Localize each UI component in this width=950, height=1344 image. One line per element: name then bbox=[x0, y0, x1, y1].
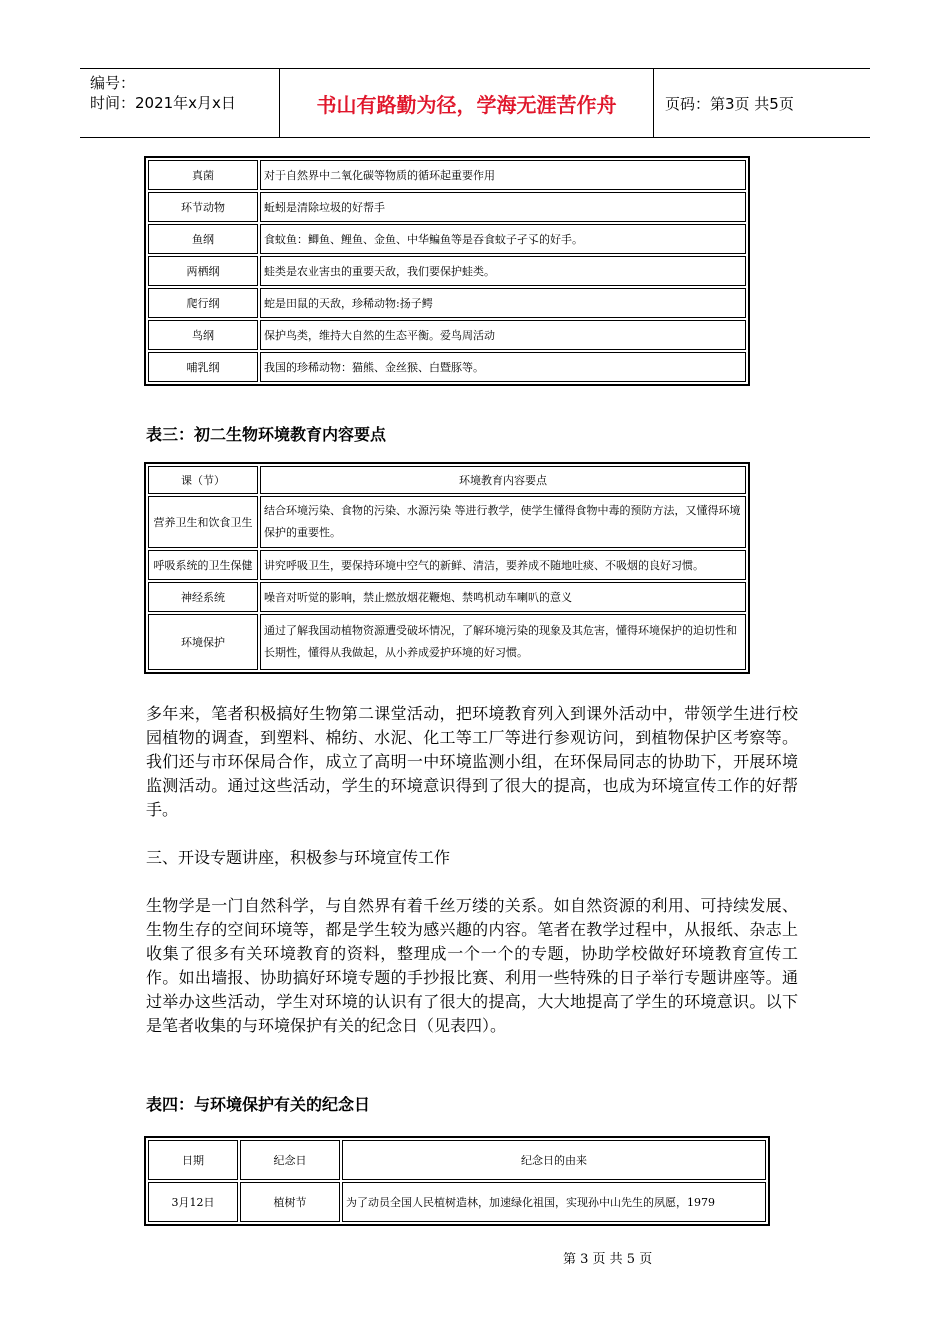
grade8-content-table bbox=[144, 462, 750, 674]
lesson-name-cell: 呼吸系统的卫生保健 bbox=[148, 550, 258, 580]
lesson-name-cell: 神经系统 bbox=[148, 582, 258, 612]
section-3-heading: 三、开设专题讲座，积极参与环境宣传工作 bbox=[146, 848, 451, 867]
table-row bbox=[148, 256, 746, 286]
table-row bbox=[148, 224, 746, 254]
lesson-name-cell: 环境保护 bbox=[148, 614, 258, 670]
number-label: 编号： bbox=[90, 74, 136, 92]
column-header: 日期 bbox=[148, 1140, 238, 1180]
group-desc-cell: 我国的珍稀动物：猫熊、金丝猴、白暨豚等。 bbox=[260, 352, 746, 382]
table-row bbox=[148, 614, 746, 670]
table4-title: 表四：与环境保护有关的纪念日 bbox=[146, 1095, 371, 1114]
header-info-cell bbox=[80, 69, 280, 137]
day-name-cell: 植树节 bbox=[240, 1182, 340, 1222]
column-header: 纪念日的由来 bbox=[342, 1140, 766, 1180]
body-paragraph-2: 生物学是一门自然科学，与自然界有着千丝万缕的关系。如自然资源的利用、可持续发展、生物生存的空间环境等，都是学生较为感兴趣的内容。笔者在教学过程中，从报纸、杂志上收集了很多有关环境教育的资料，整理成一个一个的专题，协助学校做好环境教育宣传工作。如出墙报、协助搞好环境专题的手抄报比赛、利用一些特殊的日子举行专题讲座等。通过举办这些活动，学生对环境的认识有了很大的提高，大大地提高了学生的环境意识。以下是笔者收集的与环境保护有关的纪念日（见表四）。 bbox=[146, 896, 798, 1035]
group-desc-cell: 保护鸟类，维持大自然的生态平衡。爱鸟周活动 bbox=[260, 320, 746, 350]
animal-groups-table bbox=[144, 156, 750, 386]
group-desc-cell: 蛇是田鼠的天敌，珍稀动物:扬子鳄 bbox=[260, 288, 746, 318]
table-row bbox=[148, 192, 746, 222]
table-row bbox=[148, 320, 746, 350]
table-row bbox=[148, 550, 746, 580]
group-desc-cell: 蛙类是农业害虫的重要天敌，我们要保护蛙类。 bbox=[260, 256, 746, 286]
group-name-cell: 鸟纲 bbox=[148, 320, 258, 350]
group-desc-cell: 蚯蚓是清除垃圾的好帮手 bbox=[260, 192, 746, 222]
group-desc-cell: 食蚊鱼：鲫鱼、鲤鱼、金鱼、中华鳊鱼等是吞食蚊子孑孓的好手。 bbox=[260, 224, 746, 254]
table3-title: 表三：初二生物环境教育内容要点 bbox=[146, 425, 387, 444]
table-row bbox=[148, 352, 746, 382]
time-label: 时间：2021年x月x日 bbox=[90, 94, 236, 112]
group-name-cell: 两栖纲 bbox=[148, 256, 258, 286]
page-footer: 第 3 页 共 5 页 bbox=[563, 1252, 653, 1267]
column-header: 课（节） bbox=[148, 466, 258, 494]
table-row bbox=[148, 582, 746, 612]
header-motto: 书山有路勤为径，学海无涯苦作舟 bbox=[280, 69, 654, 137]
origin-cell: 为了动员全国人民植树造林，加速绿化祖国，实现孙中山先生的夙愿，1979 bbox=[342, 1182, 766, 1222]
table-row bbox=[148, 1182, 766, 1222]
header-page-label: 页码：第3页 共5页 bbox=[665, 94, 794, 113]
group-name-cell: 爬行纲 bbox=[148, 288, 258, 318]
group-desc-cell: 对于自然界中二氧化碳等物质的循环起重要作用 bbox=[260, 160, 746, 190]
lesson-desc-cell: 噪音对听觉的影响，禁止燃放烟花鞭炮、禁鸣机动车喇叭的意义 bbox=[260, 582, 746, 612]
column-header: 环境教育内容要点 bbox=[260, 466, 746, 494]
group-name-cell: 鱼纲 bbox=[148, 224, 258, 254]
lesson-desc-cell: 结合环境污染、食物的污染、水源污染 等进行教学，使学生懂得食物中毒的预防方法，又懂得环境保护的重要性。 bbox=[260, 496, 746, 548]
group-name-cell: 真菌 bbox=[148, 160, 258, 190]
date-cell: 3月12日 bbox=[148, 1182, 238, 1222]
lesson-desc-cell: 讲究呼吸卫生，要保持环境中空气的新鲜、清洁，要养成不随地吐痰、不吸烟的良好习惯。 bbox=[260, 550, 746, 580]
group-name-cell: 环节动物 bbox=[148, 192, 258, 222]
page-header bbox=[80, 68, 870, 138]
table-row bbox=[148, 160, 746, 190]
column-header: 纪念日 bbox=[240, 1140, 340, 1180]
table-row bbox=[148, 288, 746, 318]
table-header-row bbox=[148, 466, 746, 494]
group-name-cell: 哺乳纲 bbox=[148, 352, 258, 382]
lesson-desc-cell: 通过了解我国动植物资源遭受破坏情况，了解环境污染的现象及其危害，懂得环境保护的迫切性和长期性，懂得从我做起，从小养成爱护环境的好习惯。 bbox=[260, 614, 746, 670]
commemoration-days-table bbox=[144, 1136, 770, 1226]
table-row bbox=[148, 496, 746, 548]
table-header-row bbox=[148, 1140, 766, 1180]
body-paragraph-1: 多年来，笔者积极搞好生物第二课堂活动，把环境教育列入到课外活动中，带领学生进行校园植物的调查，到塑料、棉纺、水泥、化工等工厂等进行参观访问，到植物保护区考察等。我们还与市环保局合作，成立了高明一中环境监测小组，在环保局同志的协助下，开展环境监测活动。通过这些活动，学生的环境意识得到了很大的提高，也成为环境宣传工作的好帮手。 bbox=[146, 704, 798, 819]
lesson-name-cell: 营养卫生和饮食卫生 bbox=[148, 496, 258, 548]
